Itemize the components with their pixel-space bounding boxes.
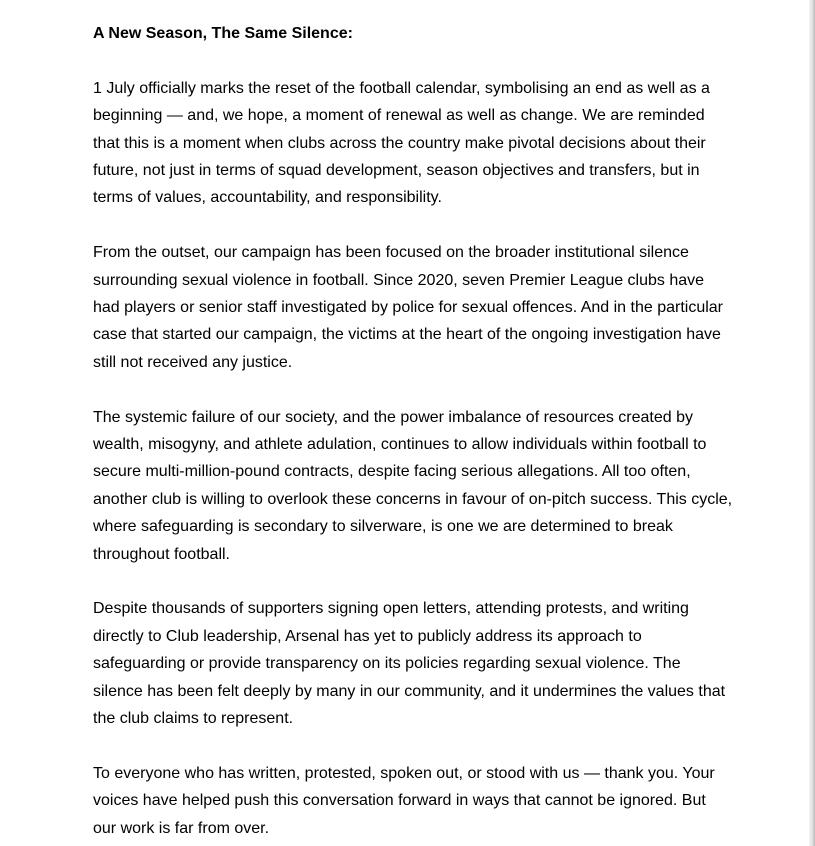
document-title: A New Season, The Same Silence: bbox=[93, 25, 353, 42]
paragraph-season-reset: 1 July officially marks the reset of the football calendar, symbolising an end as well as a beginning — and, we hope, a moment of renewal as well as change. We are reminded that this is a moment when clubs across the country make pivotal decisions about their future, not just in terms of squad development, season objectives and transfers, but in terms of values, accountability, and responsibility. bbox=[93, 79, 710, 207]
paragraph-club-silence: Despite thousands of supporters signing open letters, attending protests, and writing directly to Club leadership, Arsenal has yet to publicly address its approach to safeguarding or provide transparency on its policies regarding sexual violence. The silence has been felt deeply by many in our community, and it undermines the values that the club claims to represent. bbox=[93, 600, 726, 728]
paragraph-thanks: To everyone who has written, protested, spoken out, or stood with us — thank you. Your voices have helped push this conversation forward in ways that cannot be ignored. But our work is far from over. bbox=[93, 764, 715, 837]
paragraph-systemic-failure: The systemic failure of our society, and the power imbalance of resources created by wealth, misogyny, and athlete adulation, continues to allow individuals within football to secure multi-million-pound contracts, despite facing serious allegations. All too often, another club is willing to overlook these concerns in favour of on-pitch success. This cycle, where safeguarding is secondary to silverware, is one we are determined to break throughout football. bbox=[93, 408, 733, 563]
page-edge-shadow bbox=[809, 0, 815, 846]
paragraph-campaign-focus: From the outset, our campaign has been focused on the broader institutional silence surrounding sexual violence in football. Since 2020, seven Premier League clubs have had players or senior staff investigated by police for sexual offences. And in the particular case that started our campaign, the victims at the heart of the ongoing investigation have still not received any justice. bbox=[93, 244, 723, 371]
document-body bbox=[93, 20, 733, 846]
